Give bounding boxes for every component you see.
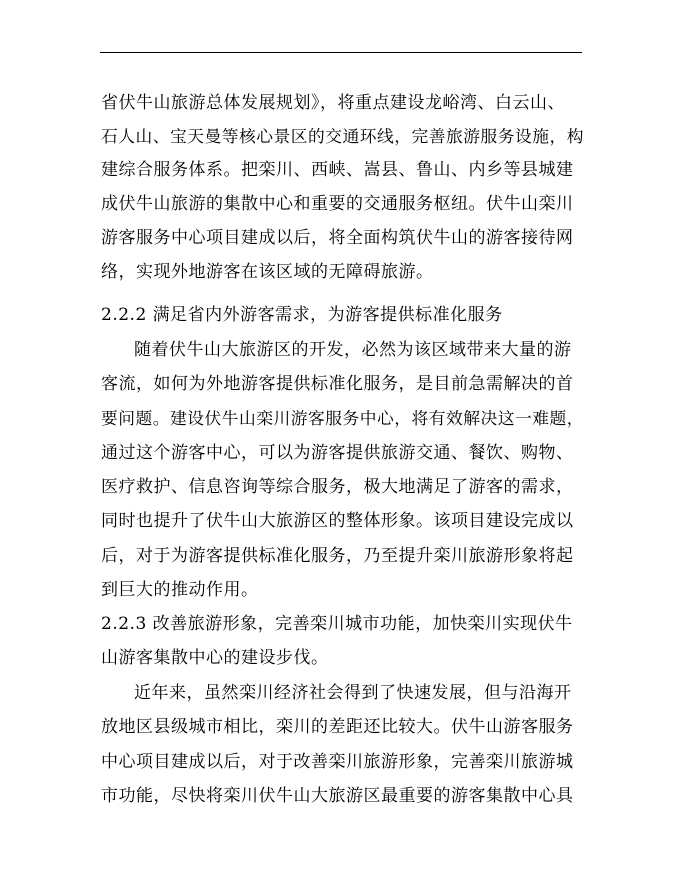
- body-line: 游客服务中心项目建成以后，将全面构筑伏牛山的游客接待网: [101, 228, 574, 248]
- body-line: 医疗救护、信息咨询等综合服务，极大地满足了游客的需求，: [101, 477, 574, 497]
- body-line: 络，实现外地游客在该区域的无障碍旅游。: [101, 262, 434, 282]
- section-heading-2-2-2: 2.2.2 满足省内外游客需求，为游客提供标准化服务: [101, 305, 503, 325]
- body-line: 要问题。建设伏牛山栾川游客服务中心，将有效解决这一难题，: [101, 408, 585, 428]
- body-line: 中心项目建成以后，对于改善栾川旅游形象，完善栾川旅游城: [101, 752, 574, 772]
- body-line: 放地区县级城市相比，栾川的差距还比较大。伏牛山游客服务: [101, 717, 574, 737]
- body-line: 通过这个游客中心，可以为游客提供旅游交通、餐饮、购物、: [101, 443, 574, 463]
- body-line-indent: 近年来，虽然栾川经济社会得到了快速发展，但与沿海开: [134, 683, 572, 703]
- body-line: 省伏牛山旅游总体发展规划》，将重点建设龙峪湾、白云山、: [101, 93, 565, 113]
- section-heading-2-2-3-cont: 山游客集散中心的建设步伐。: [101, 648, 329, 668]
- body-line: 同时也提升了伏牛山大旅游区的整体形象。该项目建设完成以: [101, 511, 574, 531]
- body-line: 市功能，尽快将栾川伏牛山大旅游区最重要的游客集散中心具: [101, 786, 574, 806]
- body-line: 后，对于为游客提供标准化服务，乃至提升栾川旅游形象将起: [101, 546, 574, 566]
- body-line: 石人山、宝天曼等核心景区的交通环线，完善旅游服务设施，构: [101, 126, 585, 146]
- section-heading-2-2-3: 2.2.3 改善旅游形象，完善栾川城市功能，加快栾川实现伏牛: [101, 614, 573, 634]
- body-line: 成伏牛山旅游的集散中心和重要的交通服务枢纽。伏牛山栾川: [101, 194, 574, 214]
- body-line-indent: 随着伏牛山大旅游区的开发，必然为该区域带来大量的游: [134, 340, 572, 360]
- header-rule: [100, 52, 582, 53]
- body-line: 客流，如何为外地游客提供标准化服务，是目前急需解决的首: [101, 374, 574, 394]
- body-line: 建综合服务体系。把栾川、西峡、嵩县、鲁山、内乡等县城建: [101, 160, 574, 180]
- body-line: 到巨大的推动作用。: [101, 580, 259, 600]
